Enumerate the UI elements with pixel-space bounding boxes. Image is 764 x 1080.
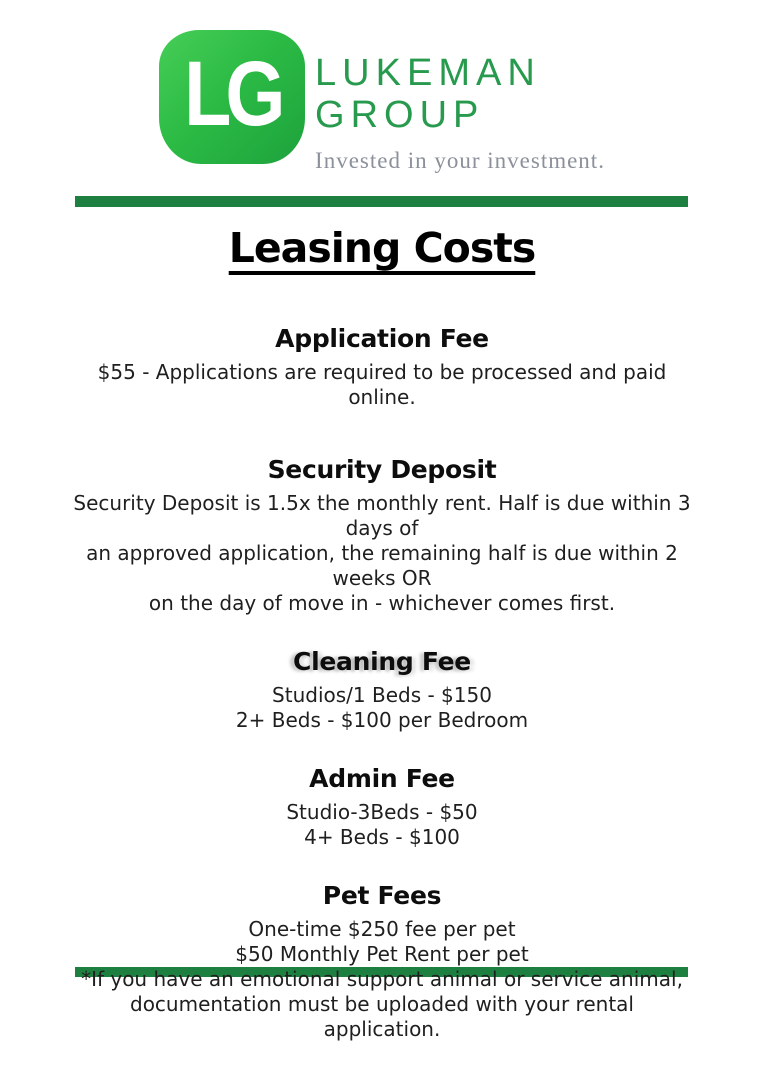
brand-header [0, 30, 764, 174]
section-pet-fees [72, 881, 692, 1042]
section-line: 2+ Beds - $100 per Bedroom [235, 708, 529, 732]
section-heading: Application Fee [275, 324, 489, 353]
section-security-deposit [72, 455, 692, 616]
brand-name-line1: LUKEMAN [315, 52, 541, 94]
section-admin-fee [72, 764, 692, 850]
page-title: Leasing Costs [228, 224, 536, 272]
section-line: $55 - Applications are required to be processed and paid online. [97, 360, 667, 409]
section-line: an approved application, the remaining half is due within 2 weeks OR [86, 541, 678, 590]
section-heading: Cleaning Fee [293, 647, 471, 676]
divider-top [75, 196, 688, 207]
section-line: on the day of move in - whichever comes first. [148, 591, 616, 615]
section-cleaning-fee [72, 647, 692, 733]
section-line: Studios/1 Beds - $150 [272, 683, 492, 707]
lukeman-group-logo-icon [159, 30, 305, 164]
section-line: *If you have an emotional support animal or service animal, [81, 967, 683, 991]
section-line: Studio-3Beds - $50 [286, 800, 478, 824]
brand-name-line2: GROUP [315, 94, 485, 136]
section-heading: Admin Fee [309, 764, 455, 793]
content [72, 224, 692, 1073]
section-heading: Security Deposit [267, 455, 497, 484]
section-application-fee [72, 324, 692, 410]
section-line: documentation must be uploaded with your rental application. [130, 992, 634, 1041]
section-line: One-time $250 fee per pet [248, 917, 516, 941]
brand-text [315, 30, 605, 174]
section-heading: Pet Fees [322, 881, 442, 910]
section-line: 4+ Beds - $100 [304, 825, 460, 849]
section-line: Security Deposit is 1.5x the monthly rent. Half is due within 3 days of [73, 491, 691, 540]
logo-monogram: LG [184, 43, 280, 145]
brand-tagline: Invested in your investment. [315, 148, 605, 173]
section-line: $50 Monthly Pet Rent per pet [235, 942, 529, 966]
